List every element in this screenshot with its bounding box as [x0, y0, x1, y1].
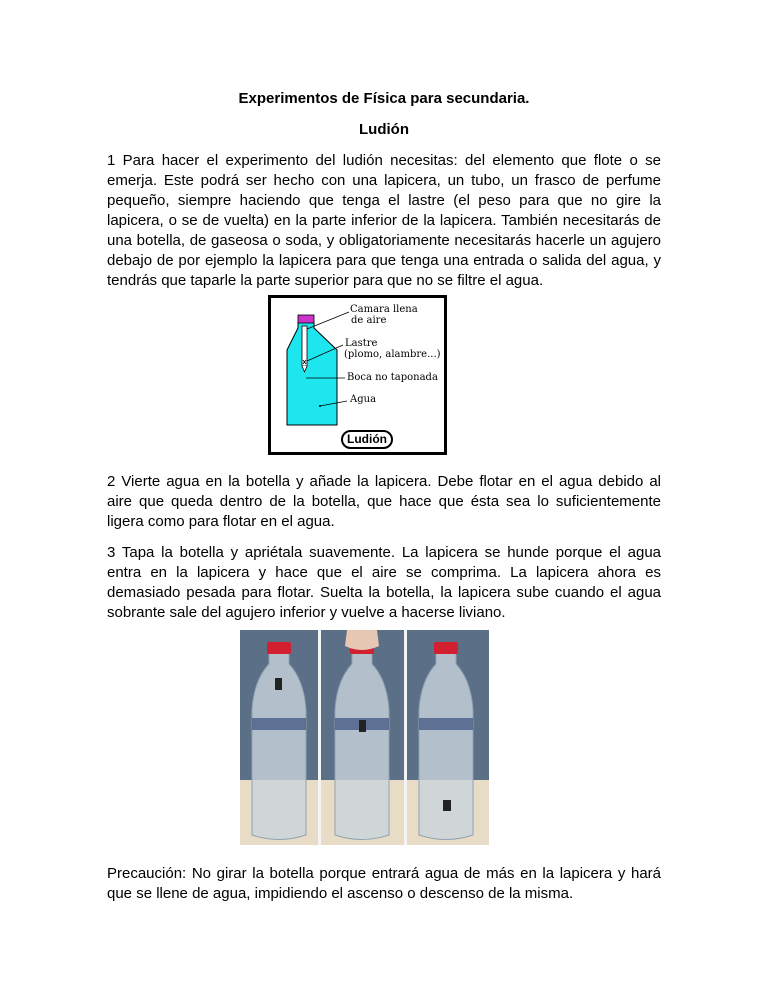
document-title: Experimentos de Física para secundaria. — [238, 90, 530, 107]
document-subtitle: Ludión — [359, 121, 409, 138]
label-lastre: Lastre (plomo, alambre...) — [344, 338, 441, 360]
label-camara: Camara llena de aire — [350, 304, 418, 326]
paragraph-precaution: Precaución: No girar la botella porque entrará agua de más en la lapicera y hará que se llene de agua, impidiendo el ascenso o descenso de la misma. — [107, 865, 661, 902]
photo-panel-2 — [321, 630, 404, 845]
bottle-photo — [240, 630, 489, 845]
paragraph-3: 3 Tapa la botella y apriétala suavemente. La lapicera se hunde porque el agua entra en la lapicera y hace que el aire se comprima. La lapicera ahora es demasiado pesada para flotar. Suelta la botella, la lapicera sube cuando el agua sobrante sale del agujero inferior y vuelve a hacerse liviano. — [107, 544, 661, 621]
photo-panel-1 — [240, 630, 318, 845]
paragraph-2: 2 Vierte agua en la botella y añade la lapicera. Debe flotar en el agua debido al aire que queda dentro de la botella, que hace que ésta sea lo suficientemente ligera como para flotar en el agua. — [107, 473, 661, 530]
paragraph-1: 1 Para hacer el experimento del ludión necesitas: del elemento que flote o se emerja. Este podrá ser hecho con una lapicera, un tubo, un frasco de perfume pequeño, siempre haciendo que tenga el lastre (el peso para que no gire la lapicera, o se de vuelta) en la parte inferior de la lapicera. También necesitarás de una botella, de gaseosa o soda, y obligatoriamente necesitarás hacerle un agujero debajo de por ejemplo la lapicera para que tenga una entrada o salida del agua, y tendrás que taparle la parte superior para que no se filtre el agua. — [107, 152, 661, 289]
ludion-tube — [302, 326, 307, 366]
photo-panel-3 — [407, 630, 489, 845]
bottle-cap — [298, 315, 314, 323]
label-agua: Agua — [350, 394, 377, 405]
label-boca: Boca no taponada — [347, 372, 438, 383]
ludion-diagram — [268, 295, 447, 455]
diagram-caption: Ludión — [341, 430, 393, 449]
bottle-body — [287, 322, 337, 425]
